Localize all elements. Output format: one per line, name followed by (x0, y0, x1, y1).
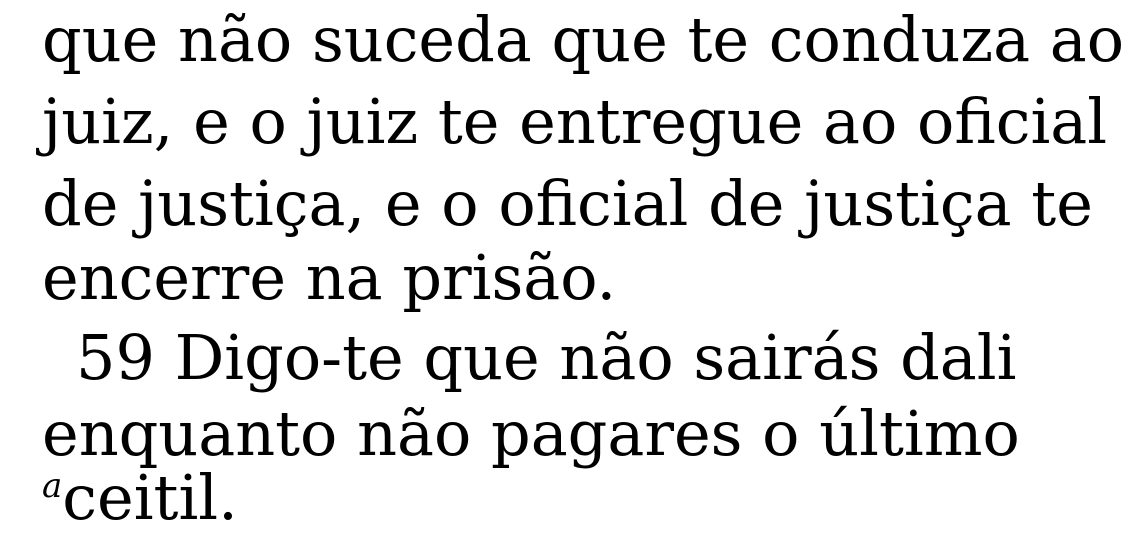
verse-59-line-3 (42, 462, 938, 534)
verse-59-line-1: 59 Digo-te que não sairás dali (76, 321, 1017, 394)
text-line-2: juiz, e o juiz te entregue ao oficial (42, 85, 1108, 158)
text-line-1: que não suceda que te conduza ao (42, 3, 1124, 76)
verse-59-line-2: enquanto não pagares o último (42, 397, 1020, 470)
text-line-4: encerre na prisão. (42, 241, 617, 314)
verse-59-last-word: ceitil. (62, 461, 238, 534)
footnote-marker[interactable]: a (42, 466, 63, 506)
text-line-3: de justiça, e o oficial de justiça te (42, 167, 1093, 240)
